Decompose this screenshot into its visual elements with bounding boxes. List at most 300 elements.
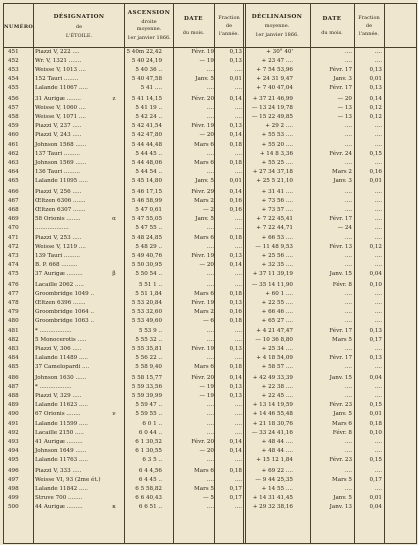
ra-fraction: .... bbox=[234, 151, 242, 158]
ra-fraction: .... bbox=[234, 421, 242, 427]
ascension-sub1: droite bbox=[141, 19, 157, 25]
star-designation: Weisse V, 1013 .... bbox=[35, 67, 86, 74]
dec-fraction: .... bbox=[374, 392, 382, 399]
ra-date: .... bbox=[206, 244, 214, 251]
row-number: 499 bbox=[8, 494, 19, 501]
ra-fraction: 0,18 bbox=[229, 467, 242, 474]
row-number: 452 bbox=[8, 58, 19, 65]
declination: — 9 44 25,35 bbox=[255, 476, 293, 483]
right-ascension: 5 56 22 .. bbox=[135, 355, 162, 362]
row-number: 482 bbox=[8, 337, 19, 344]
dec-date: Janv. 3 bbox=[333, 178, 352, 185]
ra-fraction: 0,18 bbox=[229, 142, 242, 148]
ra-date: — 20 bbox=[199, 448, 214, 455]
ra-fraction: .... bbox=[234, 355, 242, 362]
row-number: 468 bbox=[8, 206, 19, 213]
dec-date: Févr. 24 bbox=[329, 151, 352, 158]
header-date bbox=[173, 4, 214, 47]
row-number: 479 bbox=[8, 308, 19, 315]
star-letter: κ bbox=[112, 503, 116, 510]
row-number: 498 bbox=[8, 485, 19, 492]
table-row bbox=[4, 447, 416, 456]
table-row bbox=[4, 95, 416, 104]
ra-fraction: .... bbox=[234, 337, 242, 344]
dec-fraction: 0,14 bbox=[369, 95, 382, 102]
right-ascension: 6 6 40,43 bbox=[135, 494, 162, 501]
ra-date: .... bbox=[206, 401, 214, 408]
table-row bbox=[4, 243, 416, 252]
right-ascension: 5 41 19 .. bbox=[135, 104, 162, 111]
dec-date: — 13 bbox=[337, 113, 352, 120]
star-designation: Johnson 1630 ...... bbox=[35, 374, 87, 381]
ra-fraction: 0,13 bbox=[229, 122, 242, 129]
dec-fraction: 0,01 bbox=[369, 76, 382, 83]
table-row bbox=[4, 354, 416, 363]
dec-date: Févr. 17 bbox=[329, 328, 352, 334]
dec-date: .... bbox=[344, 122, 352, 129]
ra-fraction: 0,13 bbox=[229, 49, 242, 55]
dec-date: .... bbox=[344, 290, 352, 297]
table-row bbox=[4, 299, 416, 308]
declination: + 55 20 .... bbox=[261, 142, 293, 148]
declination: + 27 34 37,18 bbox=[252, 169, 293, 176]
ra-fraction: .... bbox=[234, 476, 242, 483]
ra-fraction: .... bbox=[234, 503, 242, 510]
table-row bbox=[4, 401, 416, 410]
right-ascension: 5 42 24 .. bbox=[135, 113, 162, 120]
dec-date: .... bbox=[344, 253, 352, 260]
row-number: 493 bbox=[8, 439, 19, 446]
ascension-sub2: moyenne. bbox=[136, 26, 162, 32]
row-number: 465 bbox=[8, 178, 19, 185]
right-ascension: 5 55 35,81 bbox=[131, 346, 162, 353]
row-number: 487 bbox=[8, 383, 19, 390]
table-row bbox=[4, 234, 416, 243]
dec-fraction: .... bbox=[374, 131, 382, 138]
star-designation: Piazzi V, 243 ..... bbox=[35, 131, 82, 138]
dec-date: Mars 6 bbox=[332, 421, 352, 427]
star-designation: 139 Tauri ......... bbox=[35, 253, 80, 260]
ra-date: .... bbox=[206, 421, 214, 427]
table-row bbox=[4, 261, 416, 270]
ra-date: .... bbox=[206, 85, 214, 92]
dec-fraction: 0,17 bbox=[369, 337, 382, 344]
right-ascension: 5 47 55 .. bbox=[135, 224, 162, 231]
dec-date: .... bbox=[344, 364, 352, 371]
ra-fraction: 0,01 bbox=[229, 76, 242, 83]
table-row bbox=[4, 113, 416, 122]
declination: + 73 57 .... bbox=[261, 206, 293, 213]
table-row bbox=[4, 410, 416, 419]
right-ascension: 5 48 29 .. bbox=[135, 244, 162, 251]
declination: + 14 8 3,36 bbox=[259, 151, 293, 158]
ra-fraction: 0,16 bbox=[229, 308, 242, 315]
declination: + 14 46 55,48 bbox=[252, 410, 293, 417]
star-designation: Lacaille 2150 ..... bbox=[35, 430, 84, 437]
table-row bbox=[4, 84, 416, 93]
ra-fraction: .... bbox=[234, 430, 242, 437]
table-row bbox=[4, 141, 416, 150]
right-ascension: 6 1 30,55 bbox=[135, 448, 162, 455]
row-number: 490 bbox=[8, 410, 19, 417]
dec-date: Févr. 23 bbox=[329, 401, 352, 408]
star-designation: Œltzen 6307 ....... bbox=[35, 206, 86, 213]
ra-fraction: 0,14 bbox=[229, 188, 242, 195]
star-designation: Lalande 11842 ..... bbox=[35, 485, 88, 492]
ra-date: Mars 6 bbox=[194, 142, 214, 148]
right-ascension: 5 42 47,80 bbox=[131, 131, 162, 138]
ra-date: Févr. 20 bbox=[191, 95, 214, 102]
ra-fraction: .... bbox=[234, 244, 242, 251]
ra-date: Févr. 29 bbox=[191, 188, 214, 195]
ra-date: .... bbox=[206, 355, 214, 362]
declination: + 31 41 .... bbox=[261, 188, 293, 195]
dec-date: .... bbox=[344, 346, 352, 353]
row-number: 484 bbox=[8, 355, 19, 362]
star-designation: Johnson 1649 ...... bbox=[35, 448, 87, 455]
fraction-sub2: l'année. bbox=[219, 31, 239, 37]
ra-date: — 6 bbox=[203, 317, 214, 324]
dec-date: .... bbox=[344, 58, 352, 65]
ascension-label: ASCENSION bbox=[127, 10, 171, 16]
table-row bbox=[4, 308, 416, 317]
dec-date: .... bbox=[344, 392, 352, 399]
declination: + 66 46 .... bbox=[261, 308, 293, 315]
row-number: 455 bbox=[8, 85, 19, 92]
ra-date: Mars 6 bbox=[194, 364, 214, 371]
star-designation: B. P. 668 ......... bbox=[35, 262, 78, 269]
table-row bbox=[4, 327, 416, 336]
ra-date: — 5 bbox=[203, 494, 214, 501]
star-designation: Lacaille 2062 ..... bbox=[35, 281, 84, 288]
row-number: 485 bbox=[8, 364, 19, 371]
right-ascension: 5 51 1 .. bbox=[138, 281, 162, 288]
ra-date: Mars 6 bbox=[194, 160, 214, 167]
ra-date: .... bbox=[206, 113, 214, 120]
table-row bbox=[4, 290, 416, 299]
dec-date: Févr. 8 bbox=[332, 281, 352, 288]
dec-fraction: .... bbox=[374, 290, 382, 297]
star-designation: Wr. V, 1321 ....... bbox=[35, 58, 82, 65]
dec-fraction: .... bbox=[374, 467, 382, 474]
row-number: 500 bbox=[8, 503, 19, 510]
star-designation: 152 Tauri ........ bbox=[35, 76, 79, 83]
row-number: 473 bbox=[8, 253, 19, 260]
declination: + 7 54 53,96 bbox=[256, 67, 293, 74]
dec-fraction: 0,15 bbox=[369, 151, 382, 158]
row-number: 474 bbox=[8, 262, 19, 269]
dec-fraction: .... bbox=[374, 383, 382, 390]
star-designation: Piazzi V, 333 ..... bbox=[35, 467, 82, 474]
row-number: 494 bbox=[8, 448, 19, 455]
declination: + 37 21 46,99 bbox=[252, 95, 293, 102]
ra-date: .... bbox=[206, 281, 214, 288]
table-row bbox=[4, 57, 416, 66]
ra-fraction: 0,13 bbox=[229, 253, 242, 260]
dec-date: Févr. 17 bbox=[329, 67, 352, 74]
ra-fraction: 0,13 bbox=[229, 58, 242, 65]
right-ascension: 5 59 55 .. bbox=[135, 410, 162, 417]
ra-fraction: 0,18 bbox=[229, 290, 242, 297]
declination: + 21 18 30,76 bbox=[252, 421, 293, 427]
table-row bbox=[4, 503, 416, 512]
ra-fraction: 0,18 bbox=[229, 317, 242, 324]
declination: + 14 55 .... bbox=[261, 485, 293, 492]
right-ascension: 5 40m 22,42 bbox=[126, 49, 162, 55]
star-designation: Johnson 1568 ...... bbox=[35, 142, 87, 148]
row-number: 472 bbox=[8, 244, 19, 251]
declination: — 13 24 19,78 bbox=[251, 104, 293, 111]
row-number: 462 bbox=[8, 151, 19, 158]
ra-date: .... bbox=[206, 457, 214, 464]
declination: — 33 24 41,16 bbox=[251, 430, 293, 437]
declination: + 13 14 19,59 bbox=[252, 401, 293, 408]
row-number: 478 bbox=[8, 299, 19, 306]
ra-fraction: 0,17 bbox=[229, 494, 242, 501]
dec-date: .... bbox=[344, 308, 352, 315]
header-fraction bbox=[214, 4, 244, 47]
ra-fraction: .... bbox=[234, 67, 242, 74]
declination: + 4 21 47,47 bbox=[256, 328, 293, 334]
header-ascension bbox=[125, 4, 173, 47]
dec-date: .... bbox=[344, 188, 352, 195]
table-row bbox=[4, 429, 416, 438]
ra-date: .... bbox=[206, 430, 214, 437]
right-ascension: 5 58 15,77 bbox=[131, 374, 162, 381]
declination: + 48 44 .... bbox=[261, 439, 293, 446]
dec-fraction: .... bbox=[374, 308, 382, 315]
fraction2-label: Fraction bbox=[358, 15, 380, 21]
ra-date: Févr. 19 bbox=[191, 122, 214, 129]
dec-fraction: 0,04 bbox=[369, 271, 382, 278]
ra-fraction: .... bbox=[234, 328, 242, 334]
right-ascension: 5 59 33,56 bbox=[131, 383, 162, 390]
ra-date: .... bbox=[206, 67, 214, 74]
ra-date: Mars 2 bbox=[194, 197, 214, 204]
dec-fraction: .... bbox=[374, 235, 382, 241]
ra-fraction: 0,14 bbox=[229, 131, 242, 138]
designation-sub2: L'ÉTOILE. bbox=[65, 33, 93, 39]
table-row bbox=[4, 485, 416, 494]
ra-date: Févr. 19 bbox=[191, 253, 214, 260]
dec-fraction: .... bbox=[374, 49, 382, 55]
dec-date: Janv. 3 bbox=[333, 76, 352, 83]
dec-fraction: 0,13 bbox=[369, 85, 382, 92]
dec-date: Févr. 17 bbox=[329, 355, 352, 362]
row-number: 486 bbox=[8, 374, 19, 381]
dec-date: Janv. 15 bbox=[329, 374, 352, 381]
table-row bbox=[4, 345, 416, 354]
dec-fraction: 0,01 bbox=[369, 410, 382, 417]
row-number: 492 bbox=[8, 430, 19, 437]
dec-fraction: .... bbox=[374, 215, 382, 222]
row-number: 495 bbox=[8, 457, 19, 464]
star-letter: z bbox=[112, 95, 116, 102]
star-catalog-table bbox=[3, 3, 417, 544]
star-letter: ν bbox=[112, 410, 116, 417]
right-ascension: 6 4 45 .. bbox=[138, 476, 162, 483]
right-ascension: 6 1 30,52 bbox=[135, 439, 162, 446]
star-designation: Piazzi V, 306 ..... bbox=[35, 346, 82, 353]
right-ascension: 5 46 58,99 bbox=[131, 197, 162, 204]
right-ascension: 5 53 49,60 bbox=[131, 317, 162, 324]
star-letter: β bbox=[112, 271, 116, 278]
ra-date: — 19 bbox=[199, 383, 214, 390]
ra-fraction: 0,13 bbox=[229, 299, 242, 306]
declination: — 35 14 11,90 bbox=[251, 281, 293, 288]
dec-date: .... bbox=[344, 439, 352, 446]
right-ascension: 5 41 14,15 bbox=[131, 95, 162, 102]
row-number: 491 bbox=[8, 421, 19, 427]
right-ascension: 5 46 17,15 bbox=[131, 188, 162, 195]
declination: + 25 5 21,10 bbox=[256, 178, 293, 185]
dec-fraction: .... bbox=[374, 346, 382, 353]
table-row bbox=[4, 215, 416, 224]
declination: + 37 11 39,19 bbox=[252, 271, 293, 278]
dec-date: Mars 5 bbox=[332, 476, 352, 483]
dec-fraction: .... bbox=[374, 122, 382, 129]
star-designation: Weisse V, 1071 .... bbox=[35, 113, 86, 120]
ra-fraction: 0,18 bbox=[229, 235, 242, 241]
table-row bbox=[4, 476, 416, 485]
star-designation: Lalande 11067 ..... bbox=[35, 85, 88, 92]
right-ascension: 5 45 14,80 bbox=[131, 178, 162, 185]
dec-fraction: 0,12 bbox=[369, 104, 382, 111]
star-designation: Johnson 1569 ...... bbox=[35, 160, 87, 167]
dec-fraction: .... bbox=[374, 188, 382, 195]
dec-fraction: 0,04 bbox=[369, 503, 382, 510]
declination: + 29 32 38,16 bbox=[252, 503, 293, 510]
table-row bbox=[4, 392, 416, 401]
right-ascension: 5 53 32,60 bbox=[131, 308, 162, 315]
date-label: DATE bbox=[184, 16, 203, 22]
ra-fraction: 0,14 bbox=[229, 439, 242, 446]
dec-date: .... bbox=[344, 467, 352, 474]
star-designation: Struve 700 ........ bbox=[35, 494, 83, 501]
star-designation: * .................. bbox=[35, 328, 72, 334]
dec-date: Janv. 5 bbox=[333, 494, 352, 501]
ra-date: .... bbox=[206, 337, 214, 344]
dec-fraction: 0,04 bbox=[369, 374, 382, 381]
date2-sub: du mois. bbox=[321, 30, 343, 36]
fraction2-sub1: de bbox=[365, 23, 373, 29]
header-designation bbox=[33, 4, 125, 47]
declination: + 65 27 .... bbox=[261, 317, 293, 324]
date-sub: du mois. bbox=[182, 30, 205, 36]
right-ascension: 5 41 .... bbox=[140, 85, 162, 92]
ra-fraction: .... bbox=[234, 281, 242, 288]
dec-fraction: .... bbox=[374, 364, 382, 371]
row-number: 488 bbox=[8, 392, 19, 399]
dec-fraction: 0,12 bbox=[369, 244, 382, 251]
row-number: 480 bbox=[8, 317, 19, 324]
right-ascension: 5 40 36 .. bbox=[135, 67, 162, 74]
row-number: 453 bbox=[8, 67, 19, 74]
ra-date: .... bbox=[206, 104, 214, 111]
right-ascension: 6 0 1 .. bbox=[142, 421, 162, 427]
ra-date: Janv. 5 bbox=[195, 178, 214, 185]
right-ascension: 5 55 32 .. bbox=[135, 337, 162, 344]
dec-date: .... bbox=[344, 235, 352, 241]
ra-fraction: .... bbox=[234, 410, 242, 417]
declination: + 60 1 .... bbox=[265, 290, 293, 297]
ra-fraction: 0,18 bbox=[229, 160, 242, 167]
declination: + 15 12 1,84 bbox=[256, 457, 293, 464]
dec-date: .... bbox=[344, 262, 352, 269]
right-ascension: 5 50 54 .. bbox=[135, 271, 162, 278]
declination: + 22 55 .... bbox=[261, 299, 293, 306]
dec-fraction: 0,18 bbox=[369, 421, 382, 427]
declination: + 7 22 45,41 bbox=[256, 215, 293, 222]
star-letter: α bbox=[112, 215, 116, 222]
numero-label: NUMÉRO. bbox=[4, 24, 36, 30]
dec-date: Févr. 8 bbox=[332, 430, 352, 437]
dec-fraction: .... bbox=[374, 262, 382, 269]
row-number: 477 bbox=[8, 290, 19, 297]
dec-fraction: 0,15 bbox=[369, 401, 382, 408]
ra-fraction: 0,13 bbox=[229, 346, 242, 353]
star-designation: ................... bbox=[35, 224, 69, 231]
ra-fraction: .... bbox=[234, 113, 242, 120]
declination: + 7 22 44,71 bbox=[256, 224, 293, 231]
right-ascension: 5 59 39,99 bbox=[131, 392, 162, 399]
row-number: 497 bbox=[8, 476, 19, 483]
row-number: 475 bbox=[8, 271, 19, 278]
dec-date: .... bbox=[344, 49, 352, 55]
dec-fraction: .... bbox=[374, 317, 382, 324]
star-designation: Lalande 11095 ..... bbox=[35, 178, 88, 185]
declination: + 4 18 54,09 bbox=[256, 355, 293, 362]
table-row bbox=[4, 374, 416, 383]
star-designation: Œltzen 6306 ....... bbox=[35, 197, 86, 204]
dec-date: .... bbox=[344, 131, 352, 138]
dec-fraction: .... bbox=[374, 253, 382, 260]
header-declinaison bbox=[244, 4, 310, 47]
fraction-sub1: de bbox=[225, 23, 233, 29]
row-number: 459 bbox=[8, 122, 19, 129]
star-designation: Piazzi V, 237 ..... bbox=[35, 122, 82, 129]
fraction2-sub2: l'année. bbox=[359, 31, 379, 37]
declination: + 73 56 .... bbox=[261, 197, 293, 204]
star-designation: Piazzi V, 253 ..... bbox=[35, 235, 82, 241]
declination: + 25 56 .... bbox=[261, 253, 293, 260]
dec-fraction: 0,01 bbox=[369, 494, 382, 501]
dec-fraction: .... bbox=[374, 299, 382, 306]
dec-fraction: .... bbox=[374, 58, 382, 65]
row-number: 476 bbox=[8, 281, 19, 288]
right-ascension: 5 44 45 .. bbox=[135, 151, 162, 158]
table-row bbox=[4, 494, 416, 503]
dec-date: .... bbox=[344, 197, 352, 204]
star-designation: Groombridge 1064 .. bbox=[35, 308, 95, 315]
star-designation: Piazzi V, 256 ..... bbox=[35, 188, 82, 195]
row-number: 458 bbox=[8, 113, 19, 120]
ra-fraction: .... bbox=[234, 401, 242, 408]
dec-fraction: .... bbox=[374, 224, 382, 231]
ra-date: .... bbox=[206, 169, 214, 176]
table-row bbox=[4, 317, 416, 326]
declination: + 42 49 33,39 bbox=[252, 374, 293, 381]
table-row bbox=[4, 363, 416, 372]
ra-fraction: .... bbox=[234, 224, 242, 231]
dec-date: .... bbox=[344, 317, 352, 324]
right-ascension: 6 5 58,82 bbox=[135, 485, 162, 492]
ra-date: — 20 bbox=[199, 131, 214, 138]
table-row bbox=[4, 224, 416, 233]
declination: + 7 40 47,04 bbox=[256, 85, 293, 92]
ra-fraction: 0,16 bbox=[229, 206, 242, 213]
row-number: 489 bbox=[8, 401, 19, 408]
